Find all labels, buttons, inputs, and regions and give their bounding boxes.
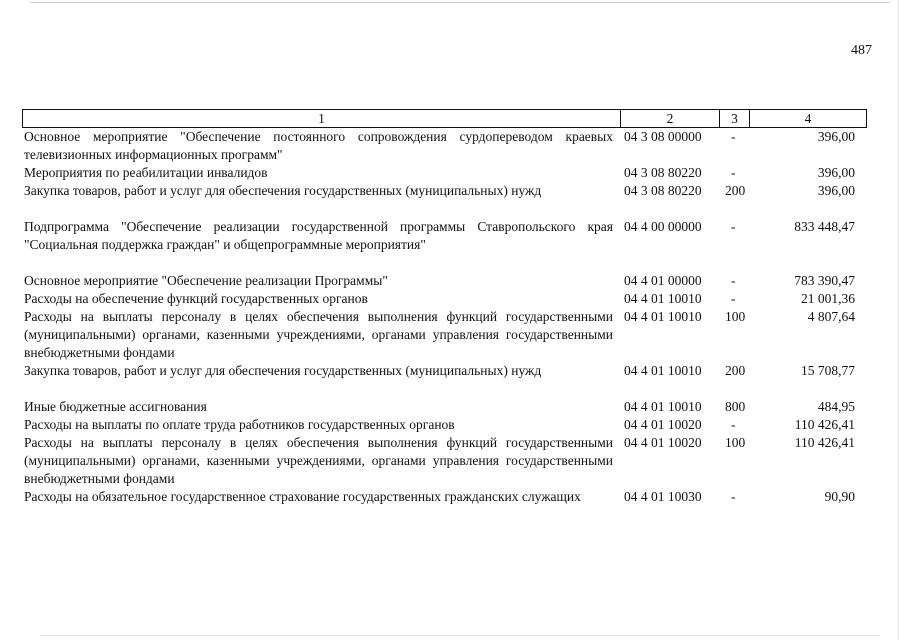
row-sum: 833 448,47 — [794, 219, 855, 234]
table-row — [22, 398, 867, 416]
header-col-3: 3 — [719, 110, 749, 127]
budget-table — [22, 109, 867, 506]
row-name: Закупка товаров, работ и услуг для обеспечения государственных (муниципальных) нужд — [24, 183, 542, 198]
row-expense-type: - — [731, 129, 736, 144]
row-code: 04 4 01 10030 — [624, 489, 702, 504]
row-code: 04 4 00 00000 — [624, 219, 702, 234]
header-col-2: 2 — [620, 110, 719, 127]
scan-bottom-rule — [40, 635, 880, 636]
table-row — [22, 416, 867, 434]
row-expense-type: 100 — [725, 309, 746, 324]
row-expense-type: - — [731, 417, 736, 432]
row-sum: 21 001,36 — [801, 291, 855, 306]
row-sum: 110 426,41 — [794, 435, 855, 450]
row-sum: 396,00 — [817, 129, 855, 144]
row-name: Основное мероприятие "Обеспечение реализации Программы" — [24, 273, 388, 288]
row-sum: 783 390,47 — [794, 273, 855, 288]
row-name: Основное мероприятие "Обеспечение постоянного сопровождения сурдопереводом краевых телевизионных информационных программ" — [24, 129, 613, 162]
row-name: Расходы на выплаты персоналу в целях обеспечения выполнения функций государственными (муниципальными) органами, казенными учреждениями, органами управления государственными внебюджетными фондами — [24, 309, 613, 360]
row-code: 04 4 01 00000 — [624, 273, 702, 288]
row-sum: 396,00 — [817, 165, 855, 180]
row-expense-type: - — [731, 273, 736, 288]
row-expense-type: 100 — [725, 435, 746, 450]
page-number: 487 — [851, 43, 872, 58]
header-col-4: 4 — [749, 110, 866, 127]
row-sum: 4 807,64 — [807, 309, 855, 324]
row-code: 04 4 01 10010 — [624, 363, 702, 378]
table-row — [22, 182, 867, 200]
row-code: 04 3 08 80220 — [624, 165, 702, 180]
table-row — [22, 308, 867, 362]
scan-top-rule — [30, 2, 890, 3]
table-row — [22, 488, 867, 506]
row-sum: 484,95 — [817, 399, 855, 414]
row-name: Расходы на обязательное государственное страхование государственных гражданских служащих — [24, 489, 581, 504]
row-name: Расходы на выплаты персоналу в целях обеспечения выполнения функций государственными (муниципальными) органами, казенными учреждениями, органами управления государственными внебюджетными фондами — [24, 435, 613, 486]
row-code: 04 3 08 80220 — [624, 183, 702, 198]
row-name: Мероприятия по реабилитации инвалидов — [24, 165, 268, 180]
table-row — [22, 434, 867, 488]
row-expense-type: 200 — [725, 363, 746, 378]
row-name: Расходы на выплаты по оплате труда работников государственных органов — [24, 417, 455, 432]
row-name: Подпрограмма "Обеспечение реализации государственной программы Ставропольского края "Социальная поддержка граждан" и общепрограммные мероприятия" — [24, 219, 613, 252]
table-row — [22, 164, 867, 182]
row-code: 04 4 01 10020 — [624, 417, 702, 432]
row-sum: 396,00 — [817, 183, 855, 198]
row-sum: 15 708,77 — [801, 363, 855, 378]
table-row — [22, 362, 867, 380]
row-code: 04 4 01 10020 — [624, 435, 702, 450]
table-header-row — [22, 109, 867, 128]
row-name: Иные бюджетные ассигнования — [24, 399, 207, 414]
row-code: 04 4 01 10010 — [624, 291, 702, 306]
row-code: 04 4 01 10010 — [624, 399, 702, 414]
row-expense-type: 800 — [725, 399, 746, 414]
table-row — [22, 128, 867, 164]
row-expense-type: - — [731, 291, 736, 306]
table-row — [22, 290, 867, 308]
row-name: Закупка товаров, работ и услуг для обеспечения государственных (муниципальных) нужд — [24, 363, 542, 378]
table-row — [22, 272, 867, 290]
row-expense-type: - — [731, 489, 736, 504]
row-expense-type: - — [731, 165, 736, 180]
row-sum: 90,90 — [824, 489, 855, 504]
row-code: 04 4 01 10010 — [624, 309, 702, 324]
row-sum: 110 426,41 — [794, 417, 855, 432]
row-name: Расходы на обеспечение функций государственных органов — [24, 291, 368, 306]
row-code: 04 3 08 00000 — [624, 129, 702, 144]
row-expense-type: - — [731, 219, 736, 234]
row-expense-type: 200 — [725, 183, 746, 198]
header-col-1: 1 — [318, 111, 325, 126]
table-row — [22, 218, 867, 254]
